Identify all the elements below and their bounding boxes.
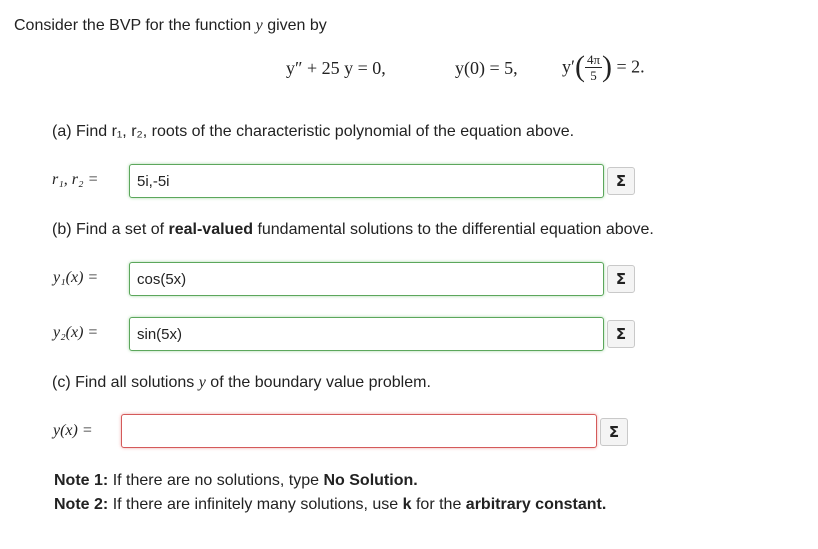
- note-2-text: If there are infinitely many solutions, use: [112, 496, 399, 513]
- y2-input[interactable]: [129, 317, 604, 351]
- bc2-right: = 2.: [616, 56, 645, 77]
- note-1-label: Note 1:: [54, 472, 109, 489]
- y2-input-value: sin(5x): [137, 325, 183, 343]
- roots-label: r₁, r₂ =: [52, 171, 99, 188]
- part-c-var: y: [198, 374, 206, 391]
- yx-label: y(x) =: [53, 422, 93, 439]
- bc2-left: y′: [562, 56, 575, 77]
- y2-label: y₂(x) =: [53, 324, 99, 341]
- part-c-post: of the boundary value problem.: [210, 374, 431, 391]
- sigma-icon[interactable]: Σ: [600, 418, 628, 446]
- note-1-bold: No Solution.: [323, 472, 418, 489]
- sigma-icon[interactable]: Σ: [607, 167, 635, 195]
- part-a-question: (a) Find r₁, r₂, roots of the characteristic polynomial of the equation above.: [52, 123, 575, 140]
- fraction-numerator: 4π: [586, 51, 601, 67]
- part-b-bold: real-valued: [168, 221, 253, 238]
- close-paren: ): [602, 50, 613, 83]
- roots-input[interactable]: [129, 164, 604, 198]
- part-c-pre: (c) Find all solutions: [52, 374, 195, 391]
- intro-prefix: Consider the BVP for the function: [14, 17, 252, 34]
- note-1: [54, 472, 418, 490]
- y1-label: y₁(x) =: [53, 269, 99, 286]
- part-b-post: fundamental solutions to the differential equation above.: [257, 221, 654, 238]
- sigma-icon[interactable]: Σ: [607, 265, 635, 293]
- note-1-text: If there are no solutions, type: [112, 472, 320, 489]
- boundary-condition-2: [562, 50, 645, 84]
- fraction-denominator: 5: [590, 67, 597, 83]
- intro-suffix: given by: [267, 17, 327, 34]
- yx-input[interactable]: [121, 414, 597, 448]
- open-paren: (: [574, 50, 585, 83]
- note-2-bold: arbitrary constant.: [465, 496, 607, 513]
- fraction: [585, 52, 602, 83]
- problem-intro: [14, 17, 327, 35]
- note-2-label: Note 2:: [54, 496, 109, 513]
- y1-input[interactable]: [129, 262, 604, 296]
- intro-var: y: [255, 17, 263, 34]
- part-c-question: [52, 374, 431, 392]
- y1-input-value: cos(5x): [137, 270, 187, 288]
- ode-equation: y″ + 25 y = 0,: [286, 58, 386, 78]
- part-b-question: [52, 221, 654, 239]
- note-2: [54, 496, 606, 514]
- part-b-pre: (b) Find a set of: [52, 221, 165, 238]
- roots-input-value: 5i,-5i: [137, 172, 170, 190]
- boundary-condition-1: y(0) = 5,: [455, 58, 518, 78]
- note-2-k: k: [402, 496, 412, 513]
- note-2-mid: for the: [415, 496, 462, 513]
- sigma-icon[interactable]: Σ: [607, 320, 635, 348]
